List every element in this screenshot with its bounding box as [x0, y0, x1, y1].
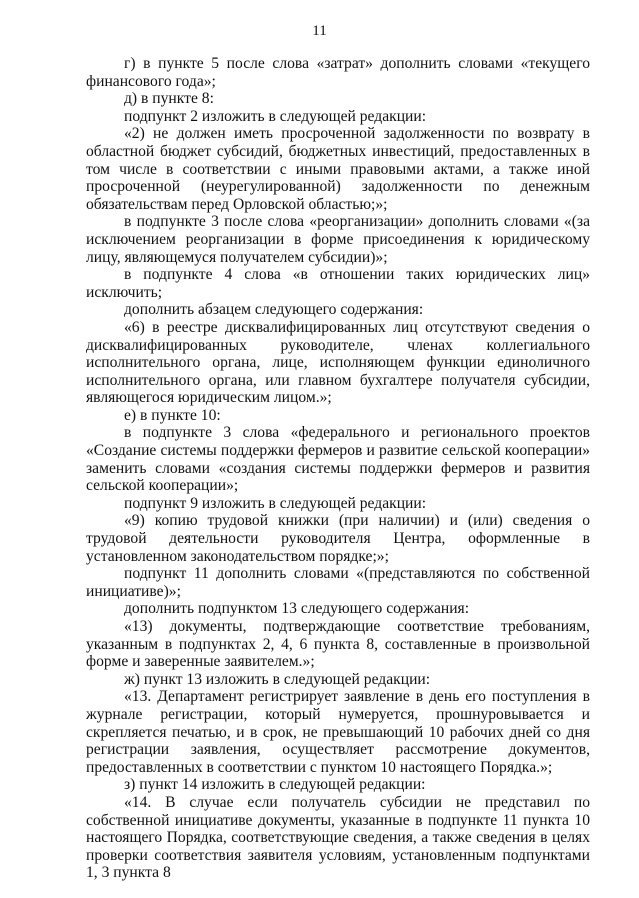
paragraph-subpoint-3-change: в подпункте 3 после слова «реорганизации» дополнить словами «(за исключением реорганизации в форме присоединения к юридическому лицу, являющемуся получателем субсидии)»; — [86, 213, 590, 266]
paragraph-subpoint-3-replace: в подпункте 3 слова «федерального и регионального проектов «Создание системы поддержки фермеров и развитие сельской кооперации» заменить словами «создания системы поддержки фермеров и развития сельской кооперации»; — [86, 424, 590, 495]
paragraph-subpoint-11-change: подпункт 11 дополнить словами «(представляются по собственной инициативе)»; — [86, 565, 590, 600]
paragraph-subpoint-9-intro: подпункт 9 изложить в следующей редакции: — [124, 494, 427, 512]
paragraph-subpoint-9-text: «9) копию трудовой книжки (при наличии) и (или) сведения о трудовой деятельности руководителя Центра, оформленные в установленном законодательством порядке;»; — [86, 512, 590, 565]
paragraph-item-g: г) в пункте 5 после слова «затрат» дополнить словами «текущего финансового года»; — [86, 55, 590, 90]
paragraph-item-zh-header: ж) пункт 13 изложить в следующей редакции: — [124, 670, 431, 688]
paragraph-subpoint-13-text: «13) документы, подтверждающие соответствие требованиям, указанным в подпунктах 2, 4, 6 пункта 8, составленные в произвольной форме и заверенные заявителем.»; — [86, 618, 590, 671]
document-body — [86, 55, 590, 882]
page-number: 11 — [312, 23, 327, 39]
paragraph-subpoint-2-intro: подпункт 2 изложить в следующей редакции: — [124, 107, 427, 125]
paragraph-add-subpoint-13-intro: дополнить подпунктом 13 следующего содержания: — [124, 600, 470, 618]
paragraph-subpoint-4-change: в подпункте 4 слова «в отношении таких юридических лиц» исключить; — [86, 266, 590, 301]
paragraph-item-d-header: д) в пункте 8: — [124, 90, 214, 108]
paragraph-item-z-header: з) пункт 14 изложить в следующей редакции: — [124, 776, 426, 794]
paragraph-point-13-text: «13. Департамент регистрирует заявление в день его поступления в журнале регистрации, который нумеруется, прошнуровывается и скрепляется печатью, и в срок, не превышающий 10 рабочих дней со дня регистрации заявления, осуществляет рассмотрение документов, предоставленных в соответствии с пунктом 10 настоящего Порядка.»; — [86, 688, 590, 776]
paragraph-point-14-text: «14. В случае если получатель субсидии не представил по собственной инициативе документы, указанные в подпункте 11 пункта 10 настоящего Порядка, соответствующие сведения, а также сведения в целях проверки соответствия заявителя условиям, установленным подпунктами 1, 3 пункта 8 — [86, 793, 590, 882]
paragraph-subpoint-6-text: «6) в реестре дисквалифицированных лиц отсутствуют сведения о дисквалифицированных руководителе, членах коллегиального исполнительного органа, лице, исполняющем функции единоличного исполнительного органа, или главном бухгалтере получателя субсидии, являющегося юридическим лицом.»; — [86, 318, 590, 407]
paragraph-item-e-header: е) в пункте 10: — [124, 406, 221, 424]
paragraph-subpoint-2-text: «2) не должен иметь просроченной задолженности по возврату в областной бюджет субсидий, бюджетных инвестиций, предоставленных в том числе в соответствии с иными правовыми актами, а также иной просроченной (неурегулированной) задолженности по денежным обязательствам перед Орловской областью;»; — [86, 125, 590, 213]
paragraph-add-clause-intro: дополнить абзацем следующего содержания: — [124, 301, 424, 319]
